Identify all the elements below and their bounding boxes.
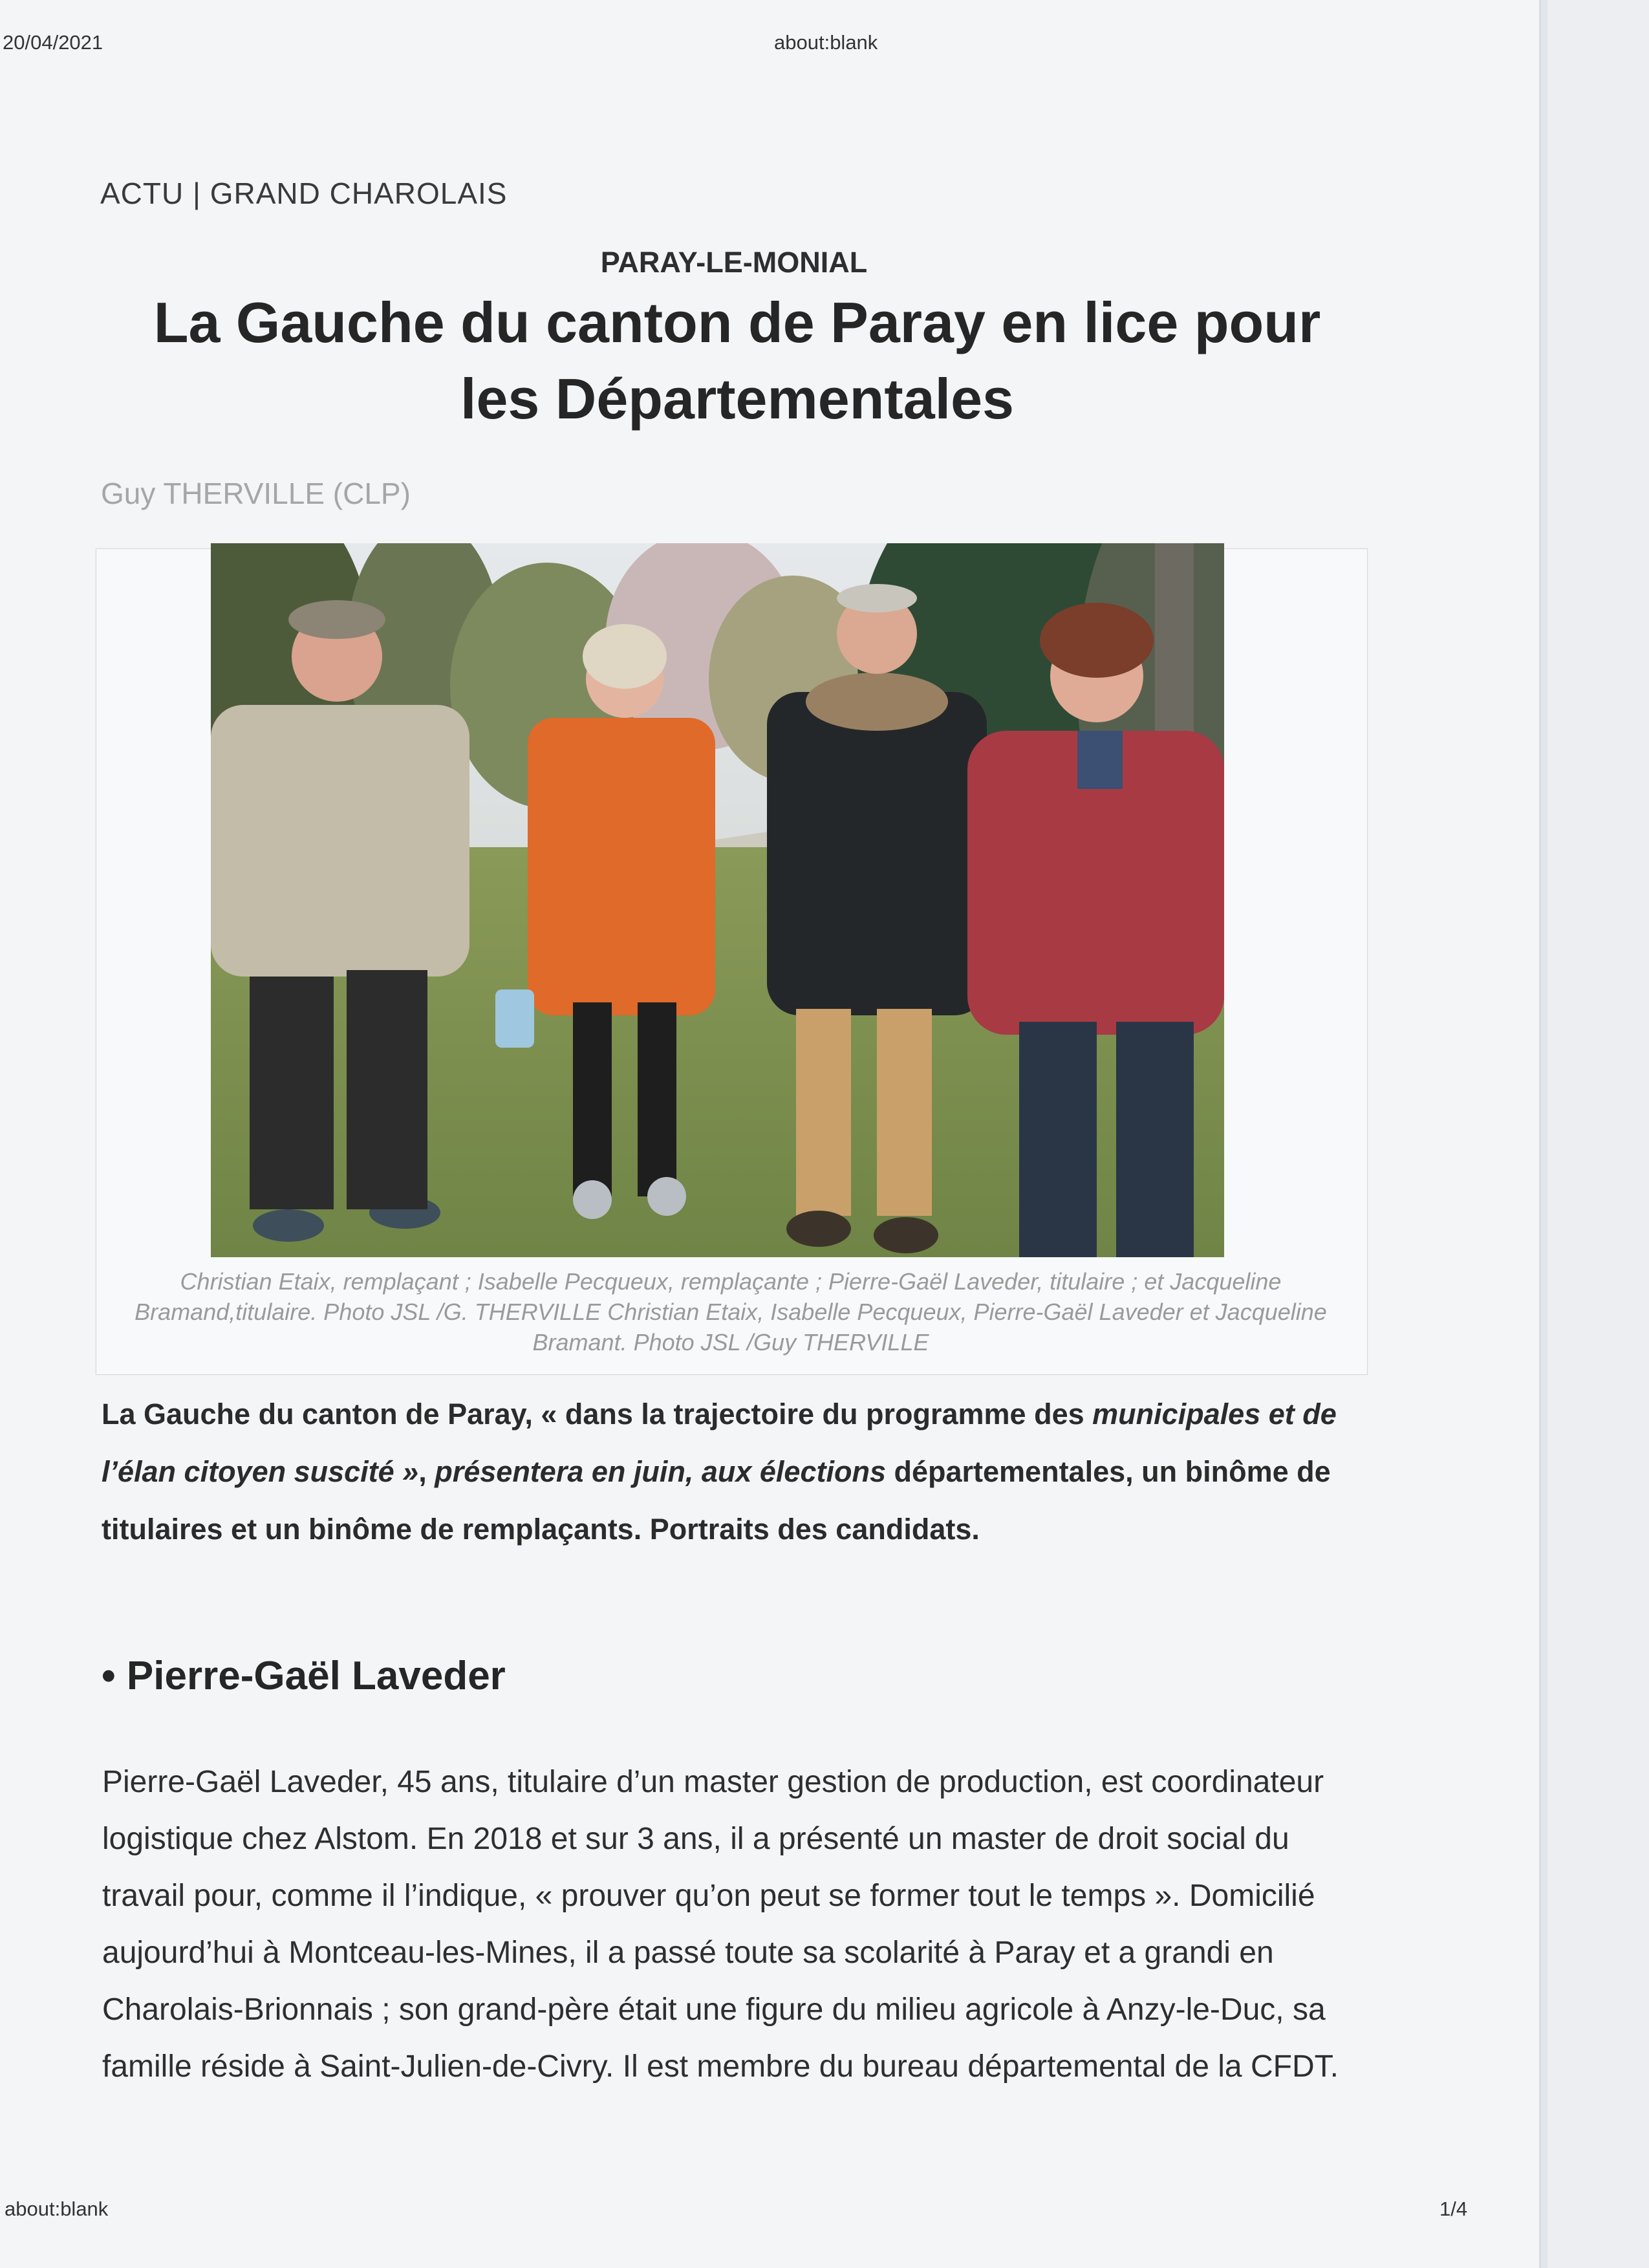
lead-text-2: municipales et de l’élan citoyen suscité » (102, 1398, 1337, 1488)
lead-text-3: , (418, 1455, 435, 1488)
headline-line-1: La Gauche du canton de Paray en lice pour (153, 290, 1321, 354)
candidate-subhead: • Pierre-Gaël Laveder (102, 1654, 506, 1698)
photo-caption: Christian Etaix, remplaçant ; Isabelle Pecqueux, remplaçante ; Pierre-Gaël Laveder, titulaire ; et Jacqueline Bramand,titulaire. Photo JSL /G. THERVILLE Christian Etaix, Isabelle Pecqueux, Pierre-Gaël Laveder et Jacqueline Bramant. Photo JSL /Guy THERVILLE (135, 1268, 1327, 1355)
article-byline: Guy THERVILLE (CLP) (101, 477, 411, 510)
print-header-date: 20/04/2021 (3, 31, 103, 54)
article-kicker: PARAY-LE-MONIAL (600, 246, 868, 279)
candidate-paragraph: Pierre-Gaël Laveder, 45 ans, titulaire d’un master gestion de production, est coordinateur logistique chez Alstom. En 2018 et sur 3 ans, il a présenté un master de droit social du travail pour, comme il l’indique, « prouver qu’on peut se former tout le temps ». Domicilié aujourd’hui à Montceau-les-Mines, il a passé toute sa scolarité à Paray et a grandi en Charolais-Brionnais ; son grand-père était une figure du milieu agricole à Anzy-le-Duc, sa famille réside à Saint-Julien-de-Civry. Il est membre du bureau départemental de la CFDT. (102, 1765, 1339, 2084)
article-photo[interactable] (211, 543, 1224, 1257)
headline-line-2: les Départementales (460, 367, 1014, 431)
print-footer-url: about:blank (5, 2198, 109, 2220)
lead-text-1: La Gauche du canton de Paray, « dans la trajectoire du programme des (102, 1398, 1093, 1431)
article-lead (102, 1385, 1395, 1558)
print-header-url: about:blank (774, 31, 878, 54)
page-edge-shadow (1541, 0, 1547, 2268)
print-footer-page-number: 1/4 (1439, 2198, 1468, 2220)
photo-four-candidates (211, 543, 1224, 1257)
lead-text-4: présentera en juin, aux élections (435, 1455, 886, 1488)
lead-text-5: départementales, un binôme de titulaires et un binôme de remplaçants. Portraits des candidats. (102, 1455, 1331, 1546)
scanner-margin (1539, 0, 1649, 2268)
section-rubric[interactable]: ACTU | GRAND CHAROLAIS (100, 177, 508, 210)
article-headline (71, 285, 1403, 437)
